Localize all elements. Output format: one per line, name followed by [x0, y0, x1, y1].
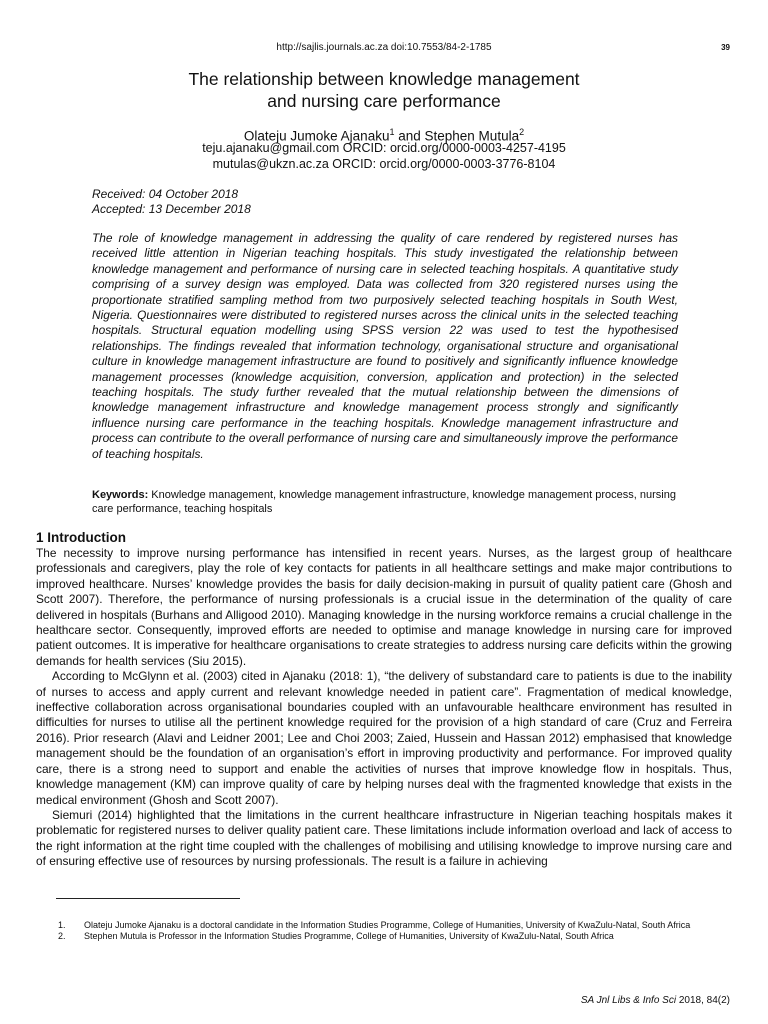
paragraph: The necessity to improve nursing performance has intensified in recent years. Nurses, as the largest group of healthcare professionals and caregivers, play the role of key contacts for patients in all healthcare settings and make major contributions to improved healthcare. Nurses’ knowledge provides the basis for daily decision-making in pursuit of quality patient care (Ghosh and Scott 2007). Therefore, the performance of nursing professionals is a crucial issue in the determination of the quality of care delivered in hospitals (Burhans and Alligood 2010). Managing knowledge in the nursing workforce remains a crucial challenge in the healthcare sector. Consequently, improved efforts are needed to optimise and manage knowledge in nursing care for improved patient outcomes. It is imperative for healthcare organisations to create strategies to address nursing care deficits within the growing demands for health services (Siu 2015).: [36, 546, 732, 668]
title-line-2: and nursing care performance: [267, 91, 501, 111]
received-date: Received: 04 October 2018: [92, 187, 239, 201]
footnote-number: 1.: [58, 920, 66, 930]
paragraph: According to McGlynn et al. (2003) cited in Ajanaku (2018: 1), “the delivery of substandard care to patients is due to the inability of nurses to access and apply current and relevant knowledge needed in patient care”. Fragmentation of medical knowledge, ineffective collaboration across organisational boundaries coupled with an unfavourable healthcare environment has resulted in difficulties for nurses to utilise all the pertinent knowledge required for the provision of a high standard of care (Cruz and Ferreira 2016). Prior research (Alavi and Leidner 2001; Lee and Choi 2003; Zaied, Hussein and Hassan 2012) emphasised that knowledge management should be the foundation of an organisation’s effort in improving productivity and performance. For improved quality care, there is a strong need to support and enable the activities of nurses that improve knowledge flow in hospitals. Thus, knowledge management (KM) can improve quality of care by helping nurses deal with the fragmented knowledge that exists in the medical environment (Ghosh and Scott 2007).: [36, 669, 732, 807]
keywords: [92, 488, 678, 516]
keywords-text: Knowledge management, knowledge management infrastructure, knowledge management process, nursing care performance, teaching hospitals: [92, 489, 680, 515]
accepted-date: Accepted: 13 December 2018: [92, 202, 251, 216]
footnote-number: 2.: [58, 931, 66, 941]
author-1-contact: teju.ajanaku@gmail.com ORCID: orcid.org/0000-0003-4257-4195: [202, 141, 566, 155]
keywords-label: Keywords:: [92, 489, 149, 501]
submission-dates: [92, 187, 251, 217]
section-body: [36, 546, 732, 870]
author-2-footnote-marker: 2: [519, 127, 525, 137]
page-number: 39: [721, 43, 730, 52]
title-line-1: The relationship between knowledge management: [188, 69, 580, 89]
footnote-text: Stephen Mutula is Professor in the Information Studies Programme, College of Humanities, University of KwaZulu-Natal, South Africa: [84, 931, 614, 941]
footnote-separator: [56, 898, 240, 899]
author-1-name: Olateju Jumoke Ajanaku: [243, 128, 390, 144]
footnote-text: Olateju Jumoke Ajanaku is a doctoral candidate in the Information Studies Programme, College of Humanities, University of KwaZulu-Natal, South Africa: [84, 920, 691, 930]
abstract: The role of knowledge management in addressing the quality of care rendered by registered nurses has received little attention in Nigerian teaching hospitals. This study investigated the relationship between knowledge management and performance of nursing care in selected teaching hospitals. A quantitative study comprising of a survey design was employed. Data was collected from 320 registered nurses using the proportionate stratified sampling method from two purposively selected teaching hospitals in South West, Nigeria. Questionnaires were distributed to registered nurses across the clinical units in the selected teaching hospitals. Structural equation modelling using SPSS version 22 was used to test the hypothesised relationships. The findings revealed that information technology, organisational structure and organisational culture in knowledge management infrastructure are found to positively and significantly influence knowledge management processes (knowledge acquisition, conversion, application and protection) in the selected teaching hospitals. The study further revealed that the mutual relationship between the dimensions of knowledge management infrastructure and knowledge management process strongly and significantly influence nursing care performance in the teaching hospitals. Knowledge management infrastructure and process can contribute to the overall performance of nursing care and simultaneously improve the performance of teaching hospitals.: [92, 231, 678, 461]
author-1-footnote-marker: 1: [389, 127, 395, 137]
journal-name: SA Jnl Libs & Info Sci: [580, 995, 677, 1006]
journal-issue: 2018, 84(2): [676, 995, 730, 1006]
footnote: [58, 920, 734, 931]
paragraph: Siemuri (2014) highlighted that the limitations in the current healthcare infrastructure in Nigerian teaching hospitals makes it problematic for registered nurses to deliver quality patient care. These limitations include information overload and lack of access to the right information at the right time coupled with the challenges of mobilising and utilising knowledge to improve nursing care and of ensuring effective use of resources by nursing professionals. The result is a failure in achieving: [36, 807, 732, 869]
paper-title: [0, 68, 768, 112]
author-contacts: [0, 140, 768, 172]
author-2-name: Stephen Mutula: [424, 128, 520, 144]
footnotes: [58, 920, 734, 942]
author-2-contact: mutulas@ukzn.ac.za ORCID: orcid.org/0000-0003-3776-8104: [212, 157, 556, 171]
header-doi-url: http://sajlis.journals.ac.za doi:10.7553/84-2-1785: [276, 42, 492, 53]
journal-footer: [581, 995, 730, 1006]
section-heading: 1 Introduction: [36, 530, 126, 545]
footnote: [58, 931, 734, 942]
author-conjunction: and: [394, 128, 425, 144]
